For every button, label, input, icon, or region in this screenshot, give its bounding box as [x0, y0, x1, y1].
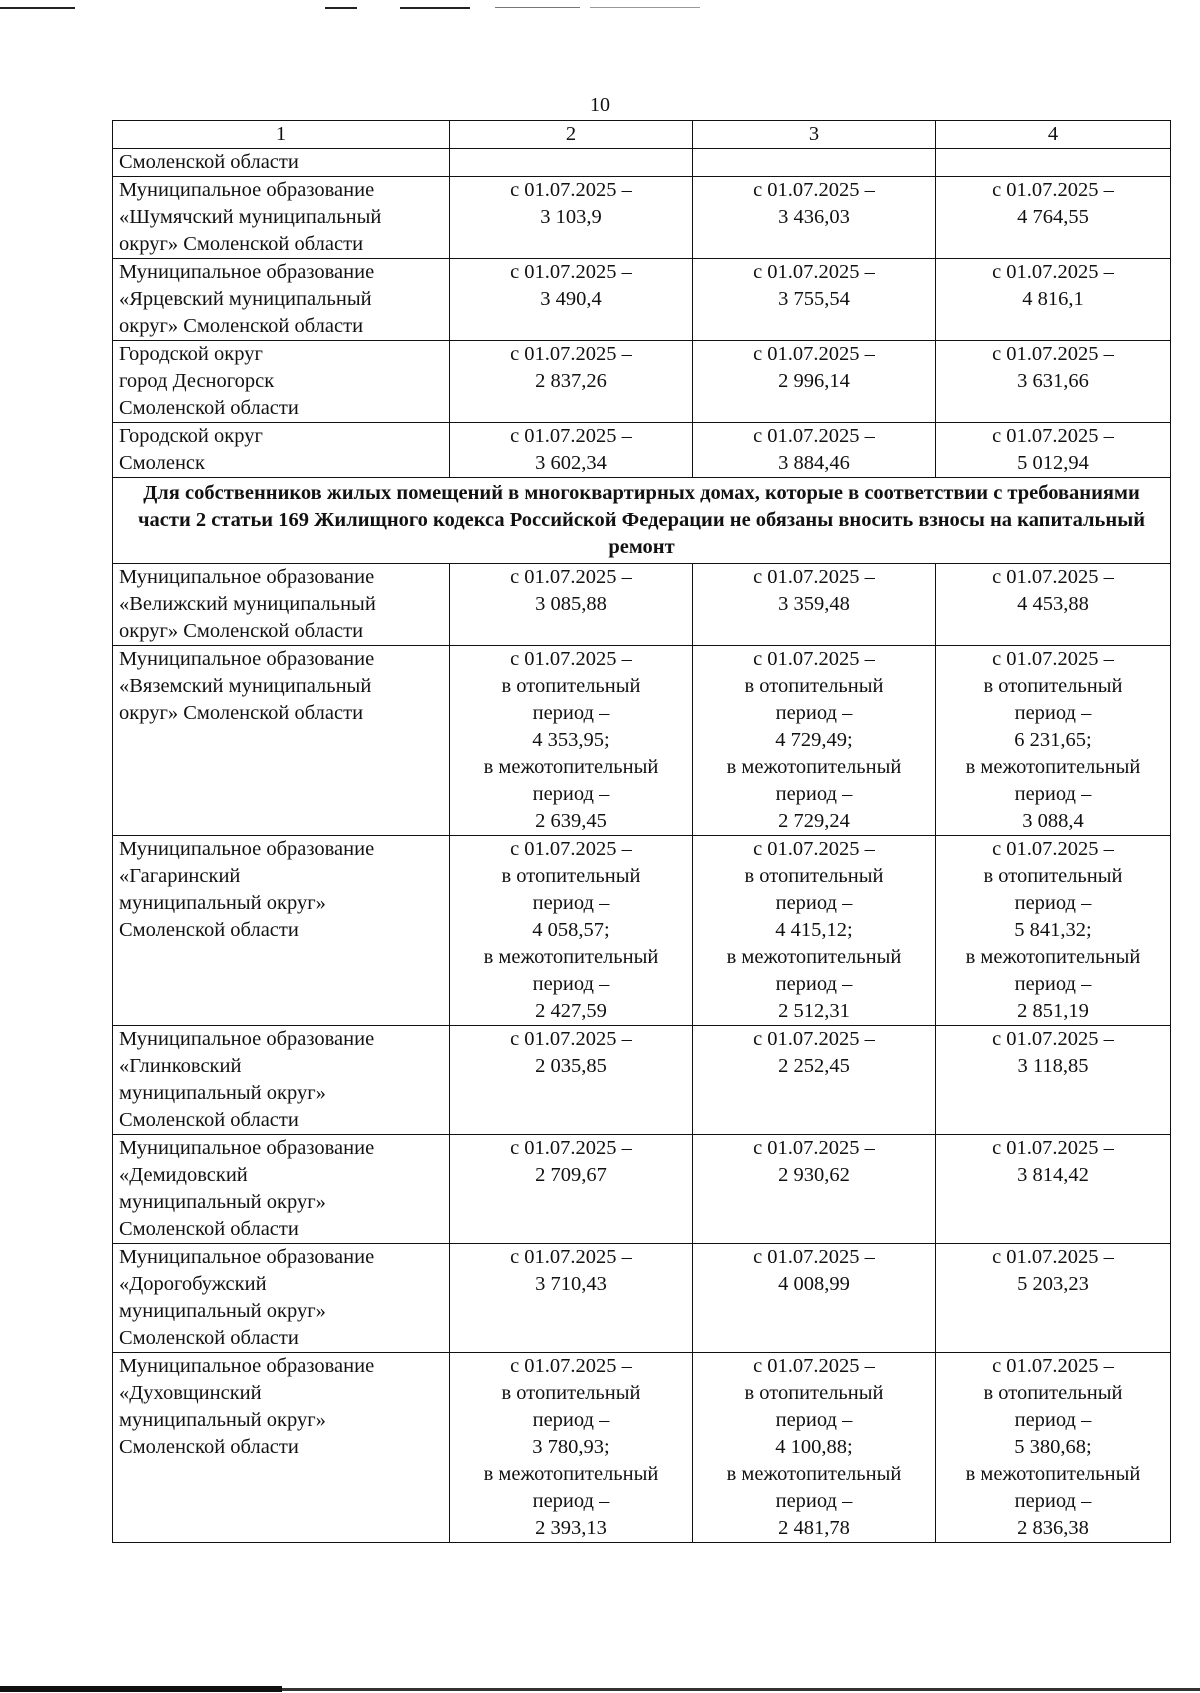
cell-text-line: период – — [532, 1409, 610, 1431]
cell-text-line: с 01.07.2025 – — [510, 1137, 632, 1159]
cell-text-line: в межотопительный — [726, 1463, 902, 1485]
cell-text-line: с 01.07.2025 – — [753, 343, 875, 365]
cell-text-line: с 01.07.2025 – — [510, 1355, 632, 1377]
cell-text-line: Смоленской области — [119, 1327, 299, 1349]
cell-text-line: в отопительный — [983, 675, 1123, 697]
municipality-cell — [113, 1135, 450, 1244]
cell-text-line: период – — [1014, 973, 1092, 995]
cell-text-line: с 01.07.2025 – — [753, 179, 875, 201]
tariff-cell-col2 — [450, 423, 693, 478]
cell-text-line: в межотопительный — [965, 756, 1141, 778]
cell-text-line: 2 393,13 — [535, 1517, 607, 1539]
table-row — [113, 423, 1171, 478]
tariff-cell-col4 — [936, 149, 1171, 177]
tariff-cell-col2 — [450, 259, 693, 341]
cell-text-line: 6 231,65; — [1014, 729, 1092, 751]
cell-text-line: с 01.07.2025 – — [992, 1246, 1114, 1268]
cell-text-line: 2 252,45 — [778, 1055, 850, 1077]
cell-text-line: округ» Смоленской области — [119, 233, 364, 255]
tariff-cell-col3 — [693, 1353, 936, 1543]
cell-text-line: «Ярцевский муниципальный — [119, 288, 372, 310]
tariff-cell-col2 — [450, 1353, 693, 1543]
cell-text-line: 2 837,26 — [535, 370, 607, 392]
cell-text-line: Муниципальное образование — [119, 566, 375, 588]
cell-text-line: 2 427,59 — [535, 1000, 607, 1022]
footer-rule — [0, 1686, 282, 1692]
cell-text-line: с 01.07.2025 – — [510, 1246, 632, 1268]
table-row — [113, 564, 1171, 646]
cell-text-line: 3 085,88 — [535, 593, 607, 615]
cell-text-line: 4 353,95; — [532, 729, 610, 751]
cell-text-line: период – — [1014, 1409, 1092, 1431]
cell-text-line: 3 436,03 — [778, 206, 850, 228]
cell-text-line: период – — [775, 892, 853, 914]
cell-text-line: с 01.07.2025 – — [753, 838, 875, 860]
tariff-cell-col2 — [450, 177, 693, 259]
cell-text-line: период – — [532, 973, 610, 995]
cell-text-line: период – — [775, 973, 853, 995]
cell-text-line: 3 118,85 — [1017, 1055, 1089, 1077]
cell-text-line: муниципальный округ» — [119, 1191, 326, 1213]
cell-text-line: с 01.07.2025 – — [510, 838, 632, 860]
table-row — [113, 1026, 1171, 1135]
cell-text-line: в отопительный — [983, 1382, 1123, 1404]
cell-text-line: 4 100,88; — [775, 1436, 853, 1458]
scan-artifact-line — [400, 7, 470, 9]
cell-text-line: с 01.07.2025 – — [992, 425, 1114, 447]
table-header-row — [113, 121, 1171, 149]
cell-text-line: Смоленск — [119, 452, 205, 474]
cell-text-line: период – — [532, 702, 610, 724]
cell-text-line: Смоленской области — [119, 397, 299, 419]
tariff-cell-col3 — [693, 423, 936, 478]
cell-text-line: 3 103,9 — [540, 206, 602, 228]
tariff-cell-col4 — [936, 1353, 1171, 1543]
cell-text-line: в отопительный — [501, 865, 641, 887]
column-header: 3 — [693, 121, 936, 149]
cell-text-line: муниципальный округ» — [119, 1082, 326, 1104]
scan-artifact-line — [0, 7, 75, 9]
cell-text-line: «Гагаринский — [119, 865, 241, 887]
municipality-cell — [113, 564, 450, 646]
cell-text-line: 2 836,38 — [1017, 1517, 1089, 1539]
cell-text-line: с 01.07.2025 – — [992, 1137, 1114, 1159]
table-row — [113, 149, 1171, 177]
cell-text-line: с 01.07.2025 – — [753, 1246, 875, 1268]
tariff-cell-col4 — [936, 177, 1171, 259]
cell-text-line: «Вяземский муниципальный — [119, 675, 372, 697]
table-row — [113, 1353, 1171, 1543]
section-heading-row — [113, 478, 1171, 564]
cell-text-line: 5 012,94 — [1017, 452, 1089, 474]
cell-text-line: Муниципальное образование — [119, 838, 375, 860]
cell-text-line: 4 729,49; — [775, 729, 853, 751]
cell-text-line: с 01.07.2025 – — [510, 566, 632, 588]
tariff-cell-col3 — [693, 564, 936, 646]
cell-text-line: Муниципальное образование — [119, 1028, 375, 1050]
tariff-cell-col4 — [936, 1135, 1171, 1244]
cell-text-line: 2 729,24 — [778, 810, 850, 832]
municipality-cell — [113, 341, 450, 423]
tariff-cell-col3 — [693, 1244, 936, 1353]
municipality-cell — [113, 1244, 450, 1353]
cell-text-line: период – — [532, 892, 610, 914]
cell-text-line: 5 380,68; — [1014, 1436, 1092, 1458]
scan-artifact-line — [590, 7, 700, 8]
cell-text-line: с 01.07.2025 – — [992, 838, 1114, 860]
cell-text-line: 3 884,46 — [778, 452, 850, 474]
cell-text-line: 3 814,42 — [1017, 1164, 1089, 1186]
cell-text-line: с 01.07.2025 – — [753, 1355, 875, 1377]
cell-text-line: Городской округ — [119, 425, 263, 447]
cell-text-line: округ» Смоленской области — [119, 620, 364, 642]
cell-text-line: 2 512,31 — [778, 1000, 850, 1022]
cell-text-line: период – — [532, 783, 610, 805]
cell-text-line: в межотопительный — [965, 946, 1141, 968]
tariff-cell-col4 — [936, 646, 1171, 836]
cell-text-line: муниципальный округ» — [119, 1409, 326, 1431]
cell-text-line: с 01.07.2025 – — [510, 648, 632, 670]
cell-text-line: 5 841,32; — [1014, 919, 1092, 941]
tariff-cell-col2 — [450, 1244, 693, 1353]
cell-text-line: в отопительный — [744, 865, 884, 887]
cell-text-line: муниципальный округ» — [119, 1300, 326, 1322]
tariff-cell-col3 — [693, 341, 936, 423]
cell-text-line: 3 631,66 — [1017, 370, 1089, 392]
municipality-cell — [113, 1026, 450, 1135]
tariff-cell-col2 — [450, 341, 693, 423]
cell-text-line: округ» Смоленской области — [119, 315, 364, 337]
footer-rule — [282, 1688, 1200, 1691]
cell-text-line: период – — [1014, 702, 1092, 724]
cell-text-line: город Десногорск — [119, 370, 275, 392]
municipality-cell — [113, 177, 450, 259]
cell-text-line: с 01.07.2025 – — [510, 261, 632, 283]
cell-text-line: 5 203,23 — [1017, 1273, 1089, 1295]
cell-text-line: с 01.07.2025 – — [510, 425, 632, 447]
cell-text-line: с 01.07.2025 – — [992, 179, 1114, 201]
cell-text-line: 4 816,1 — [1022, 288, 1084, 310]
cell-text-line: период – — [775, 1409, 853, 1431]
cell-text-line: в отопительный — [983, 865, 1123, 887]
cell-text-line: Муниципальное образование — [119, 1246, 375, 1268]
tariff-cell-col3 — [693, 1026, 936, 1135]
cell-text-line: Муниципальное образование — [119, 261, 375, 283]
cell-text-line: 3 359,48 — [778, 593, 850, 615]
cell-text-line: 3 755,54 — [778, 288, 850, 310]
cell-text-line: 3 602,34 — [535, 452, 607, 474]
cell-text-line: «Глинковский — [119, 1055, 242, 1077]
cell-text-line: Муниципальное образование — [119, 179, 375, 201]
tariff-cell-col2 — [450, 646, 693, 836]
cell-text-line: «Дорогобужский — [119, 1273, 267, 1295]
tariff-cell-col4 — [936, 1026, 1171, 1135]
page-number: 10 — [590, 94, 610, 116]
cell-text-line: с 01.07.2025 – — [992, 648, 1114, 670]
cell-text-line: Смоленской области — [119, 1436, 299, 1458]
cell-text-line: 4 058,57; — [532, 919, 610, 941]
cell-text-line: 3 088,4 — [1022, 810, 1084, 832]
cell-text-line: с 01.07.2025 – — [753, 425, 875, 447]
cell-text-line: в межотопительный — [965, 1463, 1141, 1485]
cell-text-line: «Шумячский муниципальный — [119, 206, 382, 228]
cell-text-line: период – — [532, 1490, 610, 1512]
cell-text-line: в отопительный — [744, 675, 884, 697]
cell-text-line: в отопительный — [501, 1382, 641, 1404]
tariff-cell-col2 — [450, 564, 693, 646]
cell-text-line: 4 008,99 — [778, 1273, 850, 1295]
cell-text-line: 2 481,78 — [778, 1517, 850, 1539]
tariff-cell-col4 — [936, 1244, 1171, 1353]
scan-artifact-line — [495, 7, 580, 8]
cell-text-line: Смоленской области — [119, 1218, 299, 1240]
tariff-cell-col3 — [693, 177, 936, 259]
cell-text-line: с 01.07.2025 – — [753, 1137, 875, 1159]
cell-text-line: период – — [1014, 783, 1092, 805]
cell-text-line: с 01.07.2025 – — [510, 1028, 632, 1050]
cell-text-line: 2 930,62 — [778, 1164, 850, 1186]
municipality-cell — [113, 149, 450, 177]
tariff-cell-col4 — [936, 564, 1171, 646]
table-row — [113, 259, 1171, 341]
column-header: 4 — [936, 121, 1171, 149]
cell-text-line: период – — [775, 1490, 853, 1512]
cell-text-line: период – — [775, 702, 853, 724]
cell-text-line: 3 780,93; — [532, 1436, 610, 1458]
cell-text-line: Муниципальное образование — [119, 1137, 375, 1159]
municipality-cell — [113, 646, 450, 836]
tariff-cell-col4 — [936, 341, 1171, 423]
municipality-cell — [113, 259, 450, 341]
cell-text-line: «Велижский муниципальный — [119, 593, 376, 615]
tariff-cell-col3 — [693, 1135, 936, 1244]
cell-text-line: 2 639,45 — [535, 810, 607, 832]
cell-text-line: 2 035,85 — [535, 1055, 607, 1077]
tariff-cell-col4 — [936, 259, 1171, 341]
cell-text-line: с 01.07.2025 – — [753, 648, 875, 670]
column-header: 1 — [113, 121, 450, 149]
tariff-cell-col3 — [693, 646, 936, 836]
scan-artifact-line — [325, 7, 357, 9]
table-row — [113, 1244, 1171, 1353]
cell-text-line: 4 764,55 — [1017, 206, 1089, 228]
cell-text-line: Муниципальное образование — [119, 648, 375, 670]
cell-text-line: «Демидовский — [119, 1164, 248, 1186]
cell-text-line: Городской округ — [119, 343, 263, 365]
section-heading: Для собственников жилых помещений в многоквартирных домах, которые в соответствии с требованиями части 2 статьи 169 Жилищного кодекса Российской Федерации не обязаны вносить взносы на капитальный ремонт — [113, 478, 1171, 564]
cell-text-line: 3 710,43 — [535, 1273, 607, 1295]
cell-text-line: с 01.07.2025 – — [753, 566, 875, 588]
cell-text-line: Муниципальное образование — [119, 1355, 375, 1377]
table-row — [113, 341, 1171, 423]
cell-text-line: с 01.07.2025 – — [510, 179, 632, 201]
table-row — [113, 836, 1171, 1026]
cell-text-line: в межотопительный — [483, 756, 659, 778]
tariff-cell-col4 — [936, 423, 1171, 478]
cell-text-line: с 01.07.2025 – — [992, 1028, 1114, 1050]
cell-text-line: округ» Смоленской области — [119, 702, 364, 724]
municipality-cell — [113, 423, 450, 478]
column-header: 2 — [450, 121, 693, 149]
cell-text-line: муниципальный округ» — [119, 892, 326, 914]
tariff-cell-col3 — [693, 149, 936, 177]
cell-text-line: 2 996,14 — [778, 370, 850, 392]
cell-text-line: период – — [775, 783, 853, 805]
tariff-cell-col2 — [450, 836, 693, 1026]
tariff-cell-col4 — [936, 836, 1171, 1026]
table-row — [113, 177, 1171, 259]
table-row — [113, 646, 1171, 836]
cell-text-line: 4 415,12; — [775, 919, 853, 941]
cell-text-line: в отопительный — [501, 675, 641, 697]
cell-text-line: 4 453,88 — [1017, 593, 1089, 615]
cell-text-line: в межотопительный — [726, 946, 902, 968]
cell-text-line: 2 709,67 — [535, 1164, 607, 1186]
table-row — [113, 1135, 1171, 1244]
cell-text-line: Смоленской области — [119, 151, 299, 173]
cell-text-line: с 01.07.2025 – — [753, 261, 875, 283]
cell-text-line: период – — [1014, 1490, 1092, 1512]
municipality-cell — [113, 836, 450, 1026]
tariff-cell-col3 — [693, 259, 936, 341]
cell-text-line: в межотопительный — [726, 756, 902, 778]
cell-text-line: Смоленской области — [119, 1109, 299, 1131]
cell-text-line: период – — [1014, 892, 1092, 914]
cell-text-line: с 01.07.2025 – — [753, 1028, 875, 1050]
tariff-cell-col3 — [693, 836, 936, 1026]
cell-text-line: 2 851,19 — [1017, 1000, 1089, 1022]
tariff-cell-col2 — [450, 149, 693, 177]
cell-text-line: 3 490,4 — [540, 288, 602, 310]
tariff-cell-col2 — [450, 1026, 693, 1135]
cell-text-line: с 01.07.2025 – — [992, 343, 1114, 365]
cell-text-line: с 01.07.2025 – — [992, 261, 1114, 283]
cell-text-line: с 01.07.2025 – — [510, 343, 632, 365]
cell-text-line: в межотопительный — [483, 1463, 659, 1485]
cell-text-line: с 01.07.2025 – — [992, 566, 1114, 588]
cell-text-line: Смоленской области — [119, 919, 299, 941]
tariff-cell-col2 — [450, 1135, 693, 1244]
cell-text-line: «Духовщинский — [119, 1382, 262, 1404]
cell-text-line: в отопительный — [744, 1382, 884, 1404]
cell-text-line: в межотопительный — [483, 946, 659, 968]
municipality-cell — [113, 1353, 450, 1543]
tariff-table — [112, 120, 1171, 1543]
cell-text-line: с 01.07.2025 – — [992, 1355, 1114, 1377]
